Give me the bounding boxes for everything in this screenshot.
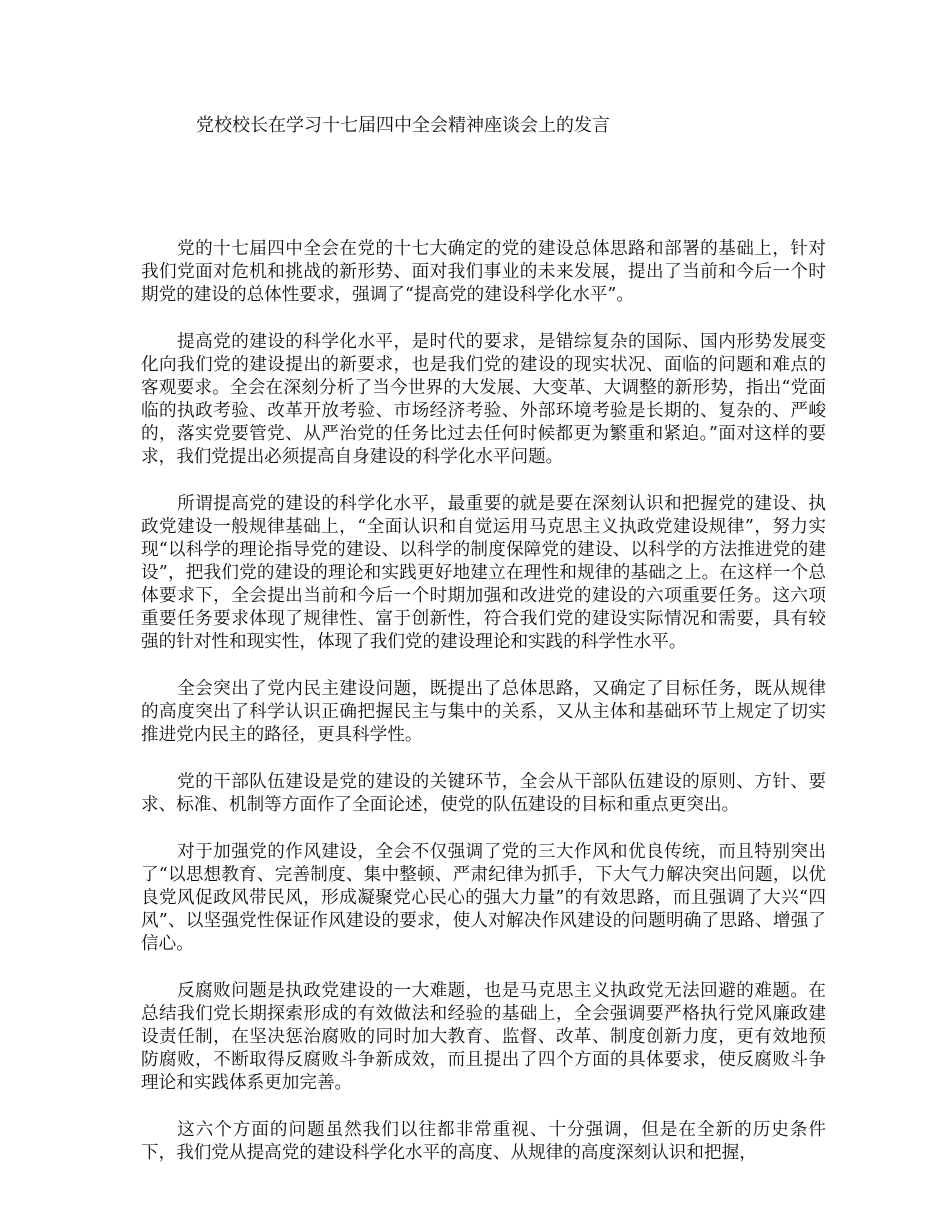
paragraph-1: 党的十七届四中全会在党的十七大确定的党的建设总体思路和部署的基础上，针对我们党面对危机和挑战的新形势、面对我们事业的未来发展，提出了当前和今后一个时期党的建设的总体性要求，强调了“提高党的建设科学化水平”。 — [141, 239, 826, 305]
document-title: 党校校长在学习十七届四中全会精神座谈会上的发言 — [196, 115, 610, 136]
paragraph-8: 这六个方面的问题虽然我们以往都非常重视、十分强调，但是在全新的历史条件下，我们党从提高党的建设科学化水平的高度、从规律的高度深刻认识和把握， — [141, 1120, 826, 1163]
paragraph-4: 全会突出了党内民主建设问题，既提出了总体思路，又确定了目标任务，既从规律的高度突出了科学认识正确把握民主与集中的关系，又从主体和基础环节上规定了切实推进党内民主的路径，更具科学性。 — [141, 679, 826, 745]
document-body — [141, 238, 826, 1189]
paragraph-6: 对于加强党的作风建设，全会不仅强调了党的三大作风和优良传统，而且特别突出了“以思想教育、完善制度、集中整顿、严肃纪律为抓手，下大气力解决突出问题，以优良党风促政风带民风，形成凝聚党心民心的强大力量”的有效思路，而且强调了大兴“四风”、以坚强党性保证作风建设的要求，使人对解决作风建设的问题明确了思路、增强了信心。 — [141, 842, 826, 954]
paragraph-2: 提高党的建设的科学化水平，是时代的要求，是错综复杂的国际、国内形势发展变化向我们党的建设提出的新要求，也是我们党的建设的现实状况、面临的问题和难点的客观要求。全会在深刻分析了当今世界的大发展、大变革、大调整的新形势，指出“党面临的执政考验、改革开放考验、市场经济考验、外部环境考验是长期的、复杂的、严峻的，落实党要管党、从严治党的任务比过去任何时候都更为繁重和紧迫。”面对这样的要求，我们党提出必须提高自身建设的科学化水平问题。 — [141, 332, 826, 467]
paragraph-3: 所谓提高党的建设的科学化水平，最重要的就是要在深刻认识和把握党的建设、执政党建设一般规律基础上，“全面认识和自觉运用马克思主义执政党建设规律”，努力实现“以科学的理论指导党的建设、以科学的制度保障党的建设、以科学的方法推进党的建设”，把我们党的建设的理论和实践更好地建立在理性和规律的基础之上。在这样一个总体要求下，全会提出当前和今后一个时期加强和改进党的建设的六项重要任务。这六项重要任务要求体现了规律性、富于创新性，符合我们党的建设实际情况和需要，具有较强的针对性和现实性，体现了我们党的建设理论和实践的科学性水平。 — [141, 494, 826, 652]
paragraph-7: 反腐败问题是执政党建设的一大难题，也是马克思主义执政党无法回避的难题。在总结我们党长期探索形成的有效做法和经验的基础上，全会强调要严格执行党风廉政建设责任制，在坚决惩治腐败的同时加大教育、监督、改革、制度创新力度，更有效地预防腐败，不断取得反腐败斗争新成效，而且提出了四个方面的具体要求，使反腐败斗争理论和实践体系更加完善。 — [141, 981, 826, 1093]
paragraph-5: 党的干部队伍建设是党的建设的关键环节，全会从干部队伍建设的原则、方针、要求、标准、机制等方面作了全面论述，使党的队伍建设的目标和重点更突出。 — [141, 772, 826, 815]
